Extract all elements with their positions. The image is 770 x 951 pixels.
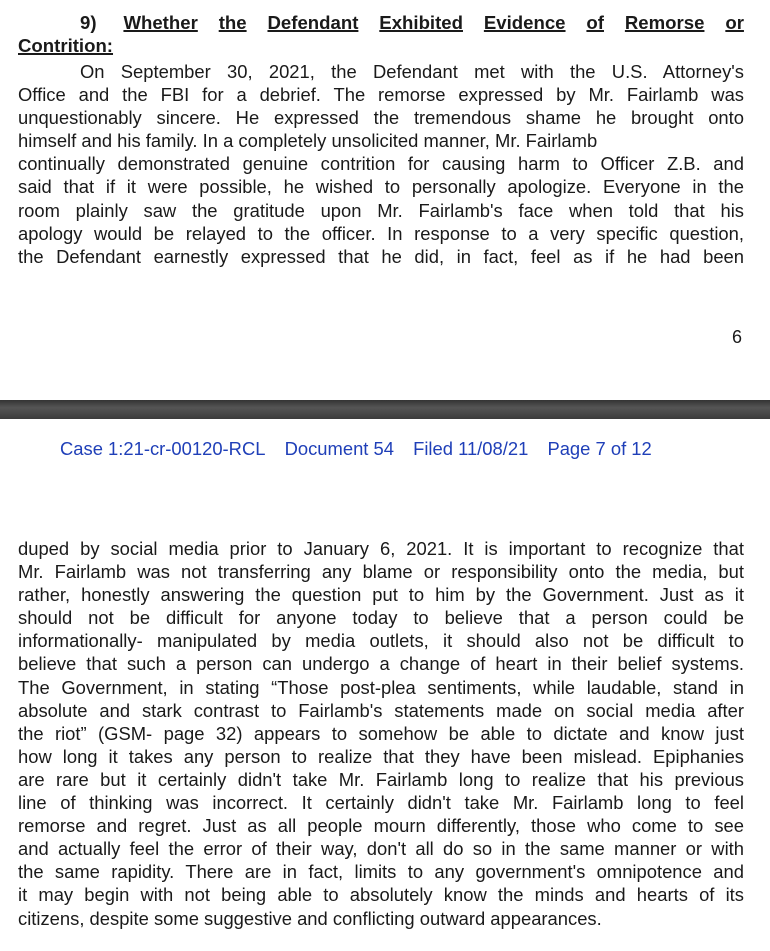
paragraph-line: line of thinking was incorrect. It certainly didn't take Mr. Fairlamb long to feel bbox=[18, 792, 744, 814]
paragraph-remorse bbox=[18, 60, 744, 268]
page-number: 6 bbox=[731, 327, 742, 347]
paragraph-line: informationally- manipulated by media outlets, it should also not be difficult to bbox=[18, 630, 744, 652]
paragraph-line: absolute and stark contrast to Fairlamb's statements made on social media after bbox=[18, 699, 744, 721]
section-heading-line-1 bbox=[18, 11, 744, 34]
paragraph-line: it may begin with not being able to absolutely know the minds and hearts of its bbox=[18, 884, 744, 906]
previous-page bbox=[0, 0, 770, 400]
paragraph-line: Mr. Fairlamb was not transferring any blame or responsibility onto the media, but bbox=[18, 561, 744, 583]
section-title-word: or bbox=[725, 12, 744, 33]
section-title-word: Whether bbox=[123, 12, 198, 33]
paragraph-line: unquestionably sincere. He expressed the tremendous shame he brought onto bbox=[18, 107, 744, 129]
filed-date: Filed 11/08/21 bbox=[413, 438, 529, 459]
paragraph-line: rather, honestly answering the question put to him by the Government. Just as it bbox=[18, 584, 744, 606]
document-number: Document 54 bbox=[284, 438, 394, 459]
paragraph-line: The Government, in stating “Those post-plea sentiments, while laudable, stand in bbox=[18, 676, 744, 698]
paragraph-line: the same rapidity. There are in fact, limits to any government's omnipotence and bbox=[18, 861, 744, 883]
paragraph-line: believe that such a person can undergo a change of heart in their belief systems. bbox=[18, 653, 744, 675]
paragraph-line: how long it takes any person to realize that they have been mislead. Epiphanies bbox=[18, 745, 744, 767]
case-number: Case 1:21-cr-00120-RCL bbox=[60, 438, 266, 459]
case-header bbox=[60, 438, 720, 460]
paragraph-line: room plainly saw the gratitude upon Mr. Fairlamb's face when told that his bbox=[18, 199, 744, 221]
paragraph-line: the Defendant earnestly expressed that he did, in fact, feel as if he had been bbox=[18, 245, 744, 267]
section-title-word: Exhibited bbox=[379, 12, 463, 33]
section-number: 9) bbox=[80, 12, 97, 33]
section-heading bbox=[18, 11, 744, 57]
section-title-word: the bbox=[218, 12, 247, 33]
page-break-divider bbox=[0, 400, 770, 419]
paragraph-line: the riot” (GSM- page 32) appears to somehow be able to dictate and know just bbox=[18, 722, 744, 744]
paragraph-line: said that if it were possible, he wished to personally apologize. Everyone in the bbox=[18, 176, 744, 198]
paragraph-line: duped by social media prior to January 6, 2021. It is important to recognize that bbox=[18, 538, 744, 559]
section-title-word: Evidence bbox=[483, 12, 566, 33]
paragraph-line: remorse and regret. Just as all people mourn differently, those who come to see bbox=[18, 815, 744, 837]
page-indicator: Page 7 of 12 bbox=[547, 438, 652, 459]
paragraph-line: On September 30, 2021, the Defendant met with the U.S. Attorney's bbox=[80, 61, 744, 82]
section-title-word: Defendant bbox=[267, 12, 359, 33]
paragraph-line: continually demonstrated genuine contrition for causing harm to Officer Z.B. and bbox=[18, 153, 744, 175]
paragraph-line: citizens, despite some suggestive and conflicting outward appearances. bbox=[18, 907, 602, 929]
paragraph-line: himself and his family. In a completely unsolicited manner, Mr. Fairlamb bbox=[18, 130, 598, 152]
paragraph-line: apology would be relayed to the officer. In response to a very specific question, bbox=[18, 222, 744, 244]
paragraph-line: should not be difficult for anyone today to believe that a person could be bbox=[18, 607, 744, 629]
section-heading-line-2 bbox=[18, 34, 744, 57]
section-title-word: of bbox=[586, 12, 604, 33]
paragraph-line: are rare but it certainly didn't take Mr. Fairlamb long to realize that his previous bbox=[18, 768, 744, 790]
section-title-continuation: Contrition: bbox=[18, 35, 114, 56]
paragraph-line: Office and the FBI for a debrief. The remorse expressed by Mr. Fairlamb was bbox=[18, 84, 744, 106]
paragraph-continuation bbox=[18, 537, 744, 930]
paragraph-line: and actually feel the error of their way, don't all do so in the same manner or with bbox=[18, 838, 744, 860]
section-title-word: Remorse bbox=[624, 12, 705, 33]
